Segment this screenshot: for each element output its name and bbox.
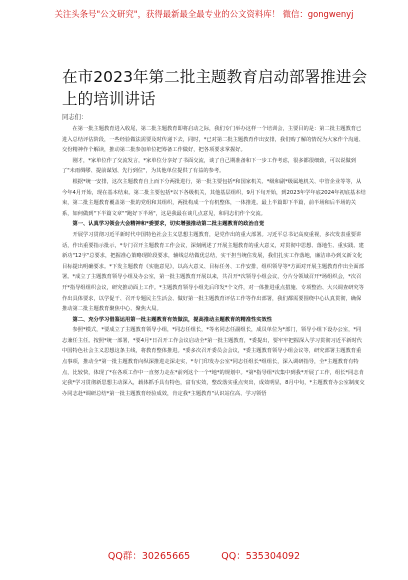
document-body [62,124,366,544]
document-title: 在市2023年第二批主题教育启动部署推进会上的培训讲话 [62,68,368,108]
salutation: 同志们： [62,114,88,121]
paragraph-3: 根据*统一安排，这次主题教育自上而下分两批进行，第一批主要包括*和国家机关、*级和副*级属地机关、中管企业等等，从今年4月开始，现在基本结束。第二批主要包括*以下各级机关，其他基层组织，9月下旬开始，到2023年学年底2024年初底基本结束，第二批主题教育覆盖第一批的党组和其组织，两批构成一个有机整体，一体推进。最上半篇即下半篇，前半场和后半场的关系，如何做到"下半篇文章""跑好下半场"，这是我最在谈几点意见，和同志们作个交流。 [62,178,366,217]
paragraph-5: 参照*模式，*要成立了主题教育领导小组，*同志任组长，*等名同志任副组长，成员单位为*部门，领导小组下设办公室，*同志兼任主任。按照*统一部署，*要4月*日召开工作会议启动全*第一批主题教育，*委提出，要牢牢把握深入学习贯彻习近平新时代中国特色社会主义思想这条主线，将教育整体推进。*委多次召开委员会会议，*委主题教育领导小组会议等，研究部署主题教育重点事项，推动全*第一批主题教育向纵深推进走深走实，*专门印发办公室*同志任组长*组组长，深入调研指导，全*主题教育有特点，比较快，体现了*在各项工作中一直努力走在*前列这个一个*地*的规划中。*第*指导组*次集中到我*开展了工作，组长*同志肯定我*学习贯彻新思想主动深入，载体抓手具有特色，富有实效，整改落实重点突出，成效明显，8月中旬，*主题教育办公室制度交办同志赴*调研总结*第一批主题教育经验成效，肯定我*主题教育"认识站位高、学习领悟 [62,327,365,397]
paragraph-2: 刚才，*家单位作了交流发言，*家单位分享好了书面交流，谈了自己期准备和下一步工作考虑，很多都很细致，可以说做到了"未雨绸缪、提前谋划、先行到位"，为其他单位提供了有益的参考。 [62,157,356,175]
promo-banner: 关注头条号"公文研究"，获得最新最全最专业的公文资料库！ 微信：gongwenyj [54,9,354,19]
paragraph-4: 开展学习贯彻习近平新时代中国特色社会主义思想主题教育，是党作出的重大部署。习近平总书记高度重视，多次发表重要讲话，作出重要指示批示，*专门召开主题教育工作会议，深刻阐述了开展主题教育的重大意义，对贯彻中思想、落地生、重实践、建新功"12字"总要求，把握准心策略现阶段要求，辅线总结做优总结，实干担当统住发展，我们扎实工作落地，廉洁串办到义新文化目标提出明确要求。*下发主题教育《实施意见》，以高大意义、目标任务、工作安排，组织领导等*方面对开展主题教育作出全面部署。*成立了主题教育领导小组及办公室，第一批主题教育开展以来，共召开*次领导小组会议，分片分领域召开*场组织会，*次召开*指导组组织会议，研究推动面上工作。*主题教育领导小组先后印发*个文件，对一体推进重点措施、专项整治、大兴调查研究等作出具体要求，以学促干、召开专题民主生活会、做好第一批主题教育评估工作等作出部署，我们都需要围绕中心认真贯彻，确保推动第二批主题教育聚焦中心、聚焦大局。 [62,231,364,313]
qq-group-text: QQ群：30265665 [107,551,191,562]
contact-footer [0,548,408,562]
section-heading-2: 第二、充分学习借鉴运用第一批主题教育有效做法，提高推动主题教育的精准性实效性 [72,316,272,323]
paragraph-1: 在第一批主题教育进入收尾，第二批主题教育即将启动之际，我们专门举办这样一个培训会，主要目的是：第二批主题教育已进入总结评估阶段，一些经验做法需要及时传递下去，同时，*已对第二批主题教育作出安排，我们购了解的情况为大家作个沟通、交份精神作个解读，推动第二批参加单位把筹备工作做好，把各项要求掌握好。 [62,126,364,154]
section-heading-1: 第一、认真学习领会大会精神和*委要求，切实增强推动第二批主题教育的政治自觉 [72,221,265,228]
qq-contact-text: QQ：535304092 [221,551,301,562]
